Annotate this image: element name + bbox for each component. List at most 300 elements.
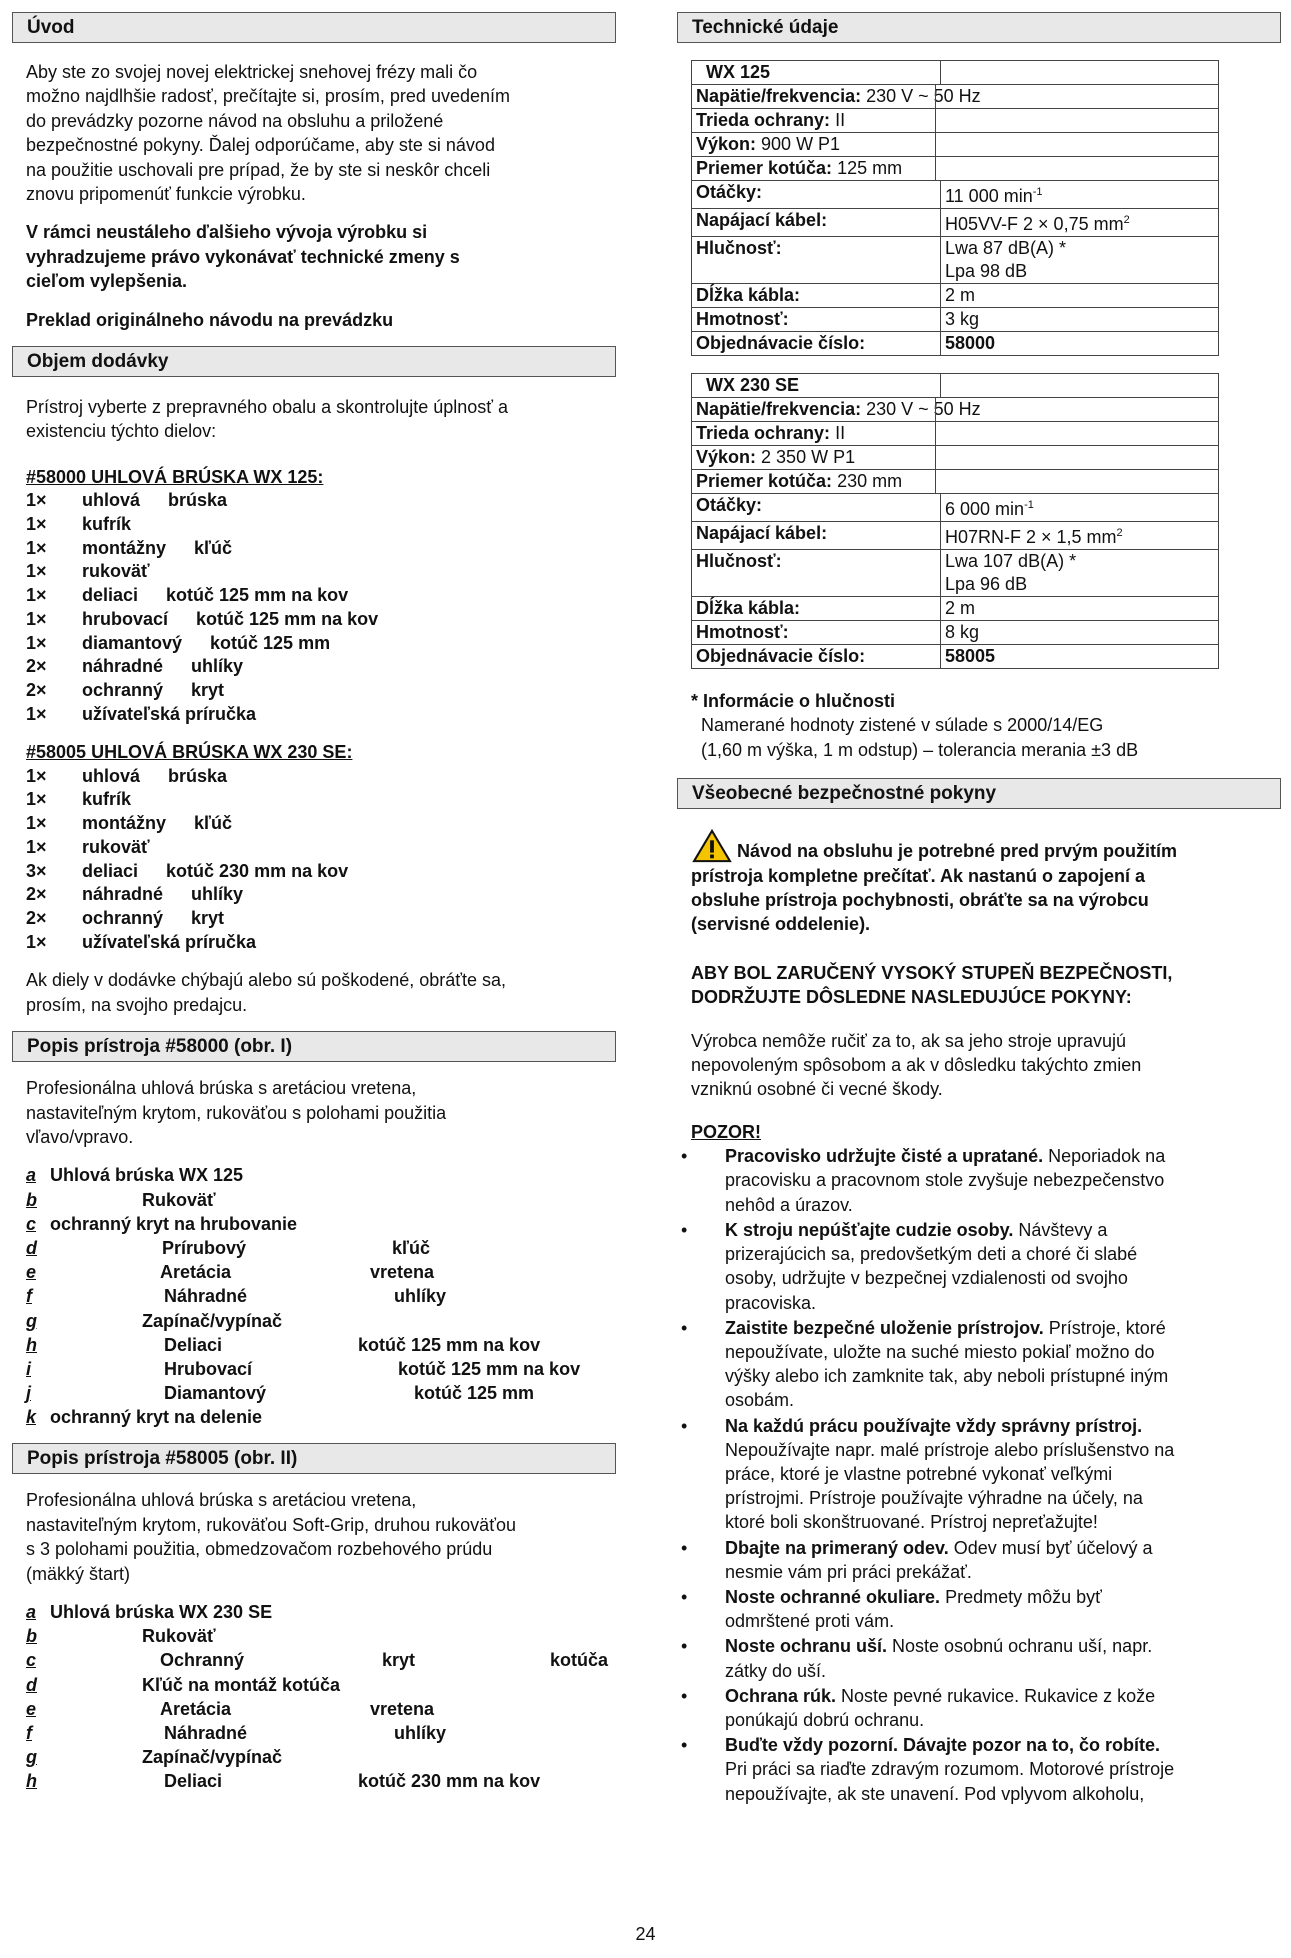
spec-cell [692,422,1219,446]
spec-value [941,645,1219,669]
item-word: náhradné [82,884,164,905]
legend-row [12,1381,616,1405]
spec-key: Hmotnosť: [692,621,941,645]
list-item [26,836,612,860]
item-quantity: 1× [26,513,47,534]
objem-outro [12,968,616,1017]
item-word: montážny [82,813,167,834]
safety-bullets [677,1144,1281,1805]
item-quantity: 1× [26,789,47,810]
bullet-lead: Ochrana rúk. [725,1685,837,1706]
bullet-lead: K stroju nepúšťajte cudzie osoby. [725,1219,1014,1240]
popis1-intro [12,1076,616,1149]
popis2-legend [12,1600,616,1794]
item-quantity: 1× [26,836,47,857]
legend-letter: i [26,1358,32,1379]
spec-cell [692,157,1219,181]
list-item [26,513,612,537]
item-word: diamantový [82,632,183,653]
spec-row [692,522,1219,550]
legend-text: Uhlová brúska WX 125 [50,1165,244,1186]
bullet-text: osobám. [725,1390,795,1411]
spec-superscript: 2 [1123,214,1130,226]
legend-letter: b [26,1189,37,1210]
right-column [677,12,1281,1807]
legend-row [12,1405,616,1429]
bullet-text: osoby, udržujte v bezpečnej vzdialenosti od svojho [725,1268,1128,1289]
item-word: deliaci [82,860,139,881]
spec-cell [692,109,1219,133]
spec-superscript: 2 [1116,527,1123,539]
legend-text: ochranný kryt na delenie [50,1407,263,1428]
list-item [26,765,612,789]
page-number: 24 [635,1924,656,1944]
item-word: montážny [82,537,167,558]
text-line: ABY BOL ZARUČENÝ VYSOKÝ STUPEŇ BEZPEČNOSTI, [691,962,1173,983]
legend-text: kryt [382,1650,416,1671]
item-quantity: 1× [26,490,47,511]
spec-value-text: Lwa 107 dB(A) * [945,551,1077,571]
spec-key: Objednávacie číslo: [692,645,941,669]
spec-row [692,85,1219,109]
item-quantity: 1× [26,561,47,582]
safety-bullet [677,1634,1281,1682]
noise-info [677,689,1281,762]
item-word: kryt [191,679,225,700]
spec-divider [935,133,936,156]
spec-key: Napätie/frekvencia: [696,399,862,419]
legend-row [12,1212,616,1236]
text-line: obsluhe prístroja pochybnosti, obráťte sa na výrobcu [691,890,1149,911]
text-line: prosím, na svojho predajcu. [26,994,248,1015]
noise-title: * Informácie o hlučnosti [691,691,896,711]
legend-text: kotúč 125 mm na kov [358,1334,541,1355]
bullet-text: Pri práci sa riaďte zdravým rozumom. Motorové prístroje [725,1759,1175,1780]
spec-value: 900 W P1 [761,134,841,154]
item-word: náhradné [82,656,164,677]
item-quantity: 1× [26,813,47,834]
spec-key: Otáčky: [692,494,941,522]
spec-value: II [835,423,846,443]
text-line: Ak diely v dodávke chýbajú alebo sú poškodené, obráťte sa, [26,970,507,991]
spec-value [941,332,1219,356]
bullet-text: prístrojmi. Prístroje používajte výhradne na účely, na [725,1488,1143,1509]
section-heading-tech: Technické údaje [677,12,1281,43]
legend-letter: e [26,1262,37,1283]
set2-list [12,765,616,955]
spec-value: 125 mm [837,158,903,178]
spec-key: Výkon: [696,447,757,467]
item-word: hrubovací [82,608,169,629]
left-column [12,12,616,1794]
spec-row [692,237,1219,284]
item-word: kryt [191,907,225,928]
legend-text: kotúča [550,1650,609,1671]
legend-row [12,1357,616,1381]
legend-text: Prírubový [162,1237,247,1258]
legend-letter: d [26,1674,37,1695]
item-word: ochranný [82,907,164,928]
pozor-heading: POZOR! [691,1121,761,1142]
text-line: Prístroj vyberte z prepravného obalu a skontrolujte úplnosť a [26,397,509,418]
bullet-text: Odev musí byť účelový a [948,1537,1153,1558]
legend-letter: g [26,1310,37,1331]
bullet-lead: Noste ochranu uší. [725,1636,888,1657]
safety-disclaimer [677,1029,1281,1102]
legend-letter: k [26,1407,37,1428]
item-word: kufrík [82,789,132,810]
text-line: s 3 polohami použitia, obmedzovačom rozbehového prúdu [26,1539,493,1560]
spec-value: 2 350 W P1 [761,447,856,467]
spec-value: 230 V ~ 50 Hz [866,86,981,106]
item-word: užívateľská príručka [82,703,257,724]
legend-row [12,1624,616,1648]
spec-key: Hmotnosť: [692,308,941,332]
item-word: uhlová [82,765,141,786]
section-heading-popis2: Popis prístroja #58005 (obr. II) [12,1443,616,1474]
legend-letter: f [26,1723,32,1743]
legend-text: Deliaci [164,1334,223,1355]
legend-letter: g [26,1747,37,1768]
spec-cell [692,470,1219,494]
legend-row [12,1745,616,1769]
bullet-text: odmrštené proti vám. [725,1611,895,1632]
safety-warning [677,829,1281,937]
bullet-text: Návštevy a [1013,1219,1108,1240]
spec-row [692,422,1219,446]
bullet-text: výšky alebo ich zamknite tak, aby neboli prístupné iným [725,1366,1169,1387]
safety-bullet [677,1414,1281,1535]
section-heading-popis1: Popis prístroja #58000 (obr. I) [12,1031,616,1062]
text-line: Namerané hodnoty zistené v súlade s 2000/14/EG [701,715,1104,736]
spec-superscript: -1 [1024,499,1034,511]
legend-letter: c [26,1213,37,1234]
list-item [26,560,612,584]
item-word: kotúč 230 mm na kov [166,860,349,881]
legend-text: Hrubovací [164,1358,253,1379]
legend-row [12,1721,616,1745]
spec-value [941,494,1219,522]
bullet-lead: Zaistite bezpečné uloženie prístrojov. [725,1317,1044,1338]
safety-bullet [677,1316,1281,1413]
list-item [26,812,612,836]
spec-row [692,494,1219,522]
bullet-text: Nepoužívajte napr. malé prístroje alebo príslušenstvo na [725,1439,1175,1460]
text-line: cieľom vylepšenia. [26,271,188,292]
spec-value-text: 58000 [945,333,996,353]
bullet-text: Predmety môžu byť [940,1586,1102,1607]
spec-value-text: 8 kg [945,622,980,642]
item-word: uhlová [82,490,141,511]
item-quantity: 1× [26,537,47,558]
spec-key: Napájací kábel: [692,522,941,550]
bullet-text: zátky do uší. [725,1660,827,1681]
section-heading-uvod: Úvod [12,12,616,43]
popis2-intro [12,1488,616,1586]
objem-intro [12,395,616,444]
text-line: na použitie uschovali pre prípad, že by ste si neskôr chceli [26,159,491,180]
spec-model-row [692,61,1219,85]
spec-divider [935,85,936,108]
item-word: kufrík [82,513,132,534]
spec-key: Objednávacie číslo: [692,332,941,356]
spec-blank [941,61,1219,85]
spec-key: Dĺžka kábla: [692,597,941,621]
text-line: do prevádzky pozorne návod na obsluhu a priložené [26,110,444,131]
item-word: kľúč [194,813,232,834]
spec-value-text: 6 000 min [945,499,1025,519]
legend-letter: a [26,1165,37,1186]
list-item [26,679,612,703]
item-word: deliaci [82,585,139,606]
spec-cell [692,446,1219,470]
list-item [26,907,612,931]
bullet-text: prizerajúcich sa, predovšetkým deti a choré či slabé [725,1244,1138,1265]
item-quantity: 1× [26,632,47,653]
spec-row [692,446,1219,470]
spec-value-text: 58005 [945,646,996,666]
spec-value [941,550,1219,597]
spec-cell [692,85,1219,109]
legend-text: Kľúč na montáž kotúča [142,1674,340,1695]
item-word: uhlíky [191,884,244,905]
item-word: užívateľská príručka [82,931,257,952]
spec-table-wx230 [691,373,1219,669]
spec-key: Hlučnosť: [692,550,941,597]
legend-text: Diamantový [164,1383,267,1404]
list-item [26,931,612,955]
item-quantity: 2× [26,907,47,928]
bullet-lead: Noste ochranné okuliare. [725,1586,941,1607]
spec-value [941,621,1219,645]
section-heading-objem: Objem dodávky [12,346,616,377]
item-quantity: 1× [26,608,47,629]
legend-letter: b [26,1626,37,1647]
text-line: prístroja kompletne prečítať. Ak nastanú o zapojení a [691,865,1146,886]
spec-key: Trieda ochrany: [696,110,831,130]
spec-key: Napájací kábel: [692,209,941,237]
spec-value-text: H07RN-F 2 × 1,5 mm [945,527,1117,547]
item-word: brúska [168,765,228,786]
legend-text: ochranný kryt na hrubovanie [50,1213,298,1234]
legend-text: kľúč [392,1237,430,1258]
item-quantity: 1× [26,585,47,606]
legend-text: kotúč 125 mm na kov [398,1358,581,1379]
spec-value-text: 2 m [945,285,976,305]
legend-text: Aretácia [160,1262,232,1283]
spec-key: Napätie/frekvencia: [696,86,862,106]
legend-letter: f [26,1286,32,1307]
spec-row [692,157,1219,181]
item-word: rukoväť [82,836,150,857]
spec-row [692,181,1219,209]
legend-row [12,1188,616,1212]
item-quantity: 3× [26,860,47,881]
legend-text: Zapínač/vypínač [142,1747,283,1768]
spec-divider [935,398,936,421]
spec-cell [692,133,1219,157]
legend-letter: e [26,1698,37,1719]
legend-row [12,1284,616,1308]
text-line: vľavo/vpravo. [26,1126,134,1147]
text-line: nastaviteľným krytom, rukoväťou Soft-Grip, druhou rukoväťou [26,1514,516,1535]
text-line: nepovoleným spôsobom a ak v dôsledku takýchto zmien [691,1055,1142,1076]
spec-value-text: Lpa 98 dB [945,261,1028,281]
uvod-para2 [12,220,616,293]
text-line: Výrobca nemôže ručiť za to, ak sa jeho stroje upravujú [691,1030,1126,1051]
legend-row [12,1673,616,1697]
legend-text: uhlíky [394,1723,447,1743]
text-line: Profesionálna uhlová brúska s aretáciou vretena, [26,1078,417,1099]
spec-value [941,284,1219,308]
spec-row [692,109,1219,133]
bullet-text: Noste osobnú ochranu uší, napr. [887,1636,1153,1657]
list-item [26,788,612,812]
spec-cell [692,398,1219,422]
safety-bullet [677,1585,1281,1633]
spec-value-text: 2 m [945,598,976,618]
spec-key: Hlučnosť: [692,237,941,284]
bullet-text: nepoužívate, uložte na suché miesto pokiaľ možno do [725,1341,1155,1362]
bullet-lead: Pracovisko udržujte čisté a upratané. [725,1146,1044,1167]
text-line: V rámci neustáleho ďalšieho vývoja výrobku si [26,222,428,243]
popis1-legend [12,1163,616,1429]
bullet-text: nehôd a úrazov. [725,1194,853,1215]
spec-value: 230 V ~ 50 Hz [866,399,981,419]
legend-letter: j [26,1383,32,1404]
legend-text: vretena [370,1262,435,1283]
list-item [26,703,612,727]
legend-row [12,1769,616,1793]
spec-value-text: H05VV-F 2 × 0,75 mm [945,214,1124,234]
bullet-text: ktoré boli skonštruované. Prístroj nepreťažujte! [725,1512,1098,1533]
spec-row [692,209,1219,237]
spec-model-row [692,374,1219,398]
item-quantity: 1× [26,931,47,952]
section-heading-safety: Všeobecné bezpečnostné pokyny [677,778,1281,809]
bullet-text: práce, ktoré je vlastne potrebné vykonať veľkými [725,1463,1113,1484]
spec-model: WX 125 [692,61,941,85]
spec-row [692,621,1219,645]
text-line: bezpečnostné pokyny. Ďalej odporúčame, aby ste si návod [26,135,495,156]
legend-row [12,1697,616,1721]
safety-bullet [677,1144,1281,1217]
text-line: (mäkký štart) [26,1563,131,1584]
bullet-text: Prístroje, ktoré [1043,1317,1166,1338]
list-item [26,883,612,907]
bullet-text: ponúkajú dobrú ochranu. [725,1709,925,1730]
spec-value [941,181,1219,209]
legend-text: Náhradné [164,1286,248,1307]
bullet-text: pracoviska. [725,1292,817,1313]
spec-blank [941,374,1219,398]
spec-value [941,237,1219,284]
spec-divider [935,470,936,493]
spec-divider [935,109,936,132]
spec-model: WX 230 SE [692,374,941,398]
item-quantity: 2× [26,884,47,905]
spec-superscript: -1 [1032,186,1043,198]
spec-value-text: Lpa 96 dB [945,574,1028,594]
text-line: (servisné oddelenie). [691,914,871,935]
text-line: vyhradzujeme právo vykonávať technické zmeny s [26,246,460,267]
list-item [26,608,612,632]
item-quantity: 1× [26,765,47,786]
legend-row [12,1309,616,1333]
bullet-text: pracovisku a pracovnom stole zvyšuje nebezpečenstvo [725,1170,1165,1191]
legend-text: kotúč 125 mm [414,1383,535,1404]
safety-bullet [677,1218,1281,1315]
text-line: Aby ste zo svojej novej elektrickej snehovej frézy mali čo [26,62,478,82]
safety-bullet [677,1536,1281,1584]
spec-key: Trieda ochrany: [696,423,831,443]
set1-title: #58000 UHLOVÁ BRÚSKA WX 125: [26,466,324,487]
legend-text: uhlíky [394,1286,447,1307]
spec-row [692,284,1219,308]
legend-text: Aretácia [160,1698,232,1719]
legend-text: kotúč 230 mm na kov [358,1771,541,1792]
uvod-para1 [12,60,616,206]
item-quantity: 2× [26,656,47,677]
text-line: vzniknú osobné či vecné škody. [691,1079,943,1100]
uvod-para3: Preklad originálneho návodu na prevádzku [26,309,394,330]
legend-row [12,1163,616,1187]
text-line: existenciu týchto dielov: [26,421,217,442]
bullet-lead: Buďte vždy pozorní. Dávajte pozor na to, čo robíte. [725,1735,1160,1756]
spec-value-text: 11 000 min [945,186,1033,206]
text-line: znovu pripomenúť funkcie výrobku. [26,184,306,205]
legend-letter: h [26,1771,37,1792]
item-word: uhlíky [191,656,244,677]
spec-key: Priemer kotúča: [696,471,833,491]
bullet-text: Neporiadok na [1043,1146,1166,1167]
spec-row [692,332,1219,356]
item-word: kotúč 125 mm [210,632,331,653]
safety-bullet [677,1733,1281,1806]
set1-list [12,489,616,726]
spec-row [692,470,1219,494]
safety-bullet [677,1684,1281,1732]
legend-text: Ochranný [160,1650,245,1671]
list-item [26,860,612,884]
spec-row [692,133,1219,157]
text-line: Návod na obsluhu je potrebné pred prvým použitím [737,841,1178,862]
text-line: (1,60 m výška, 1 m odstup) – tolerancia merania ±3 dB [701,739,1139,760]
set2-title: #58005 UHLOVÁ BRÚSKA WX 230 SE: [26,742,353,763]
spec-row [692,550,1219,597]
item-word: kľúč [194,537,232,558]
spec-divider [935,446,936,469]
item-word: kotúč 125 mm na kov [166,585,349,606]
spec-row [692,308,1219,332]
legend-letter: c [26,1650,37,1671]
list-item [26,489,612,513]
text-line: možno najdlhšie radosť, prečítajte si, prosím, pred uvedením [26,86,510,107]
legend-text: Rukoväť [142,1189,216,1210]
spec-value: 230 mm [837,471,903,491]
legend-text: Náhradné [164,1723,248,1743]
warning-triangle-icon [691,829,733,863]
list-item [26,537,612,561]
spec-row [692,645,1219,669]
list-item [26,632,612,656]
spec-value-text: Lwa 87 dB(A) * [945,238,1067,258]
spec-key: Otáčky: [692,181,941,209]
spec-value [941,209,1219,237]
safety-caps [677,961,1281,1010]
bullet-text: Noste pevné rukavice. Rukavice z kože [836,1685,1156,1706]
legend-text: Zapínač/vypínač [142,1310,283,1331]
